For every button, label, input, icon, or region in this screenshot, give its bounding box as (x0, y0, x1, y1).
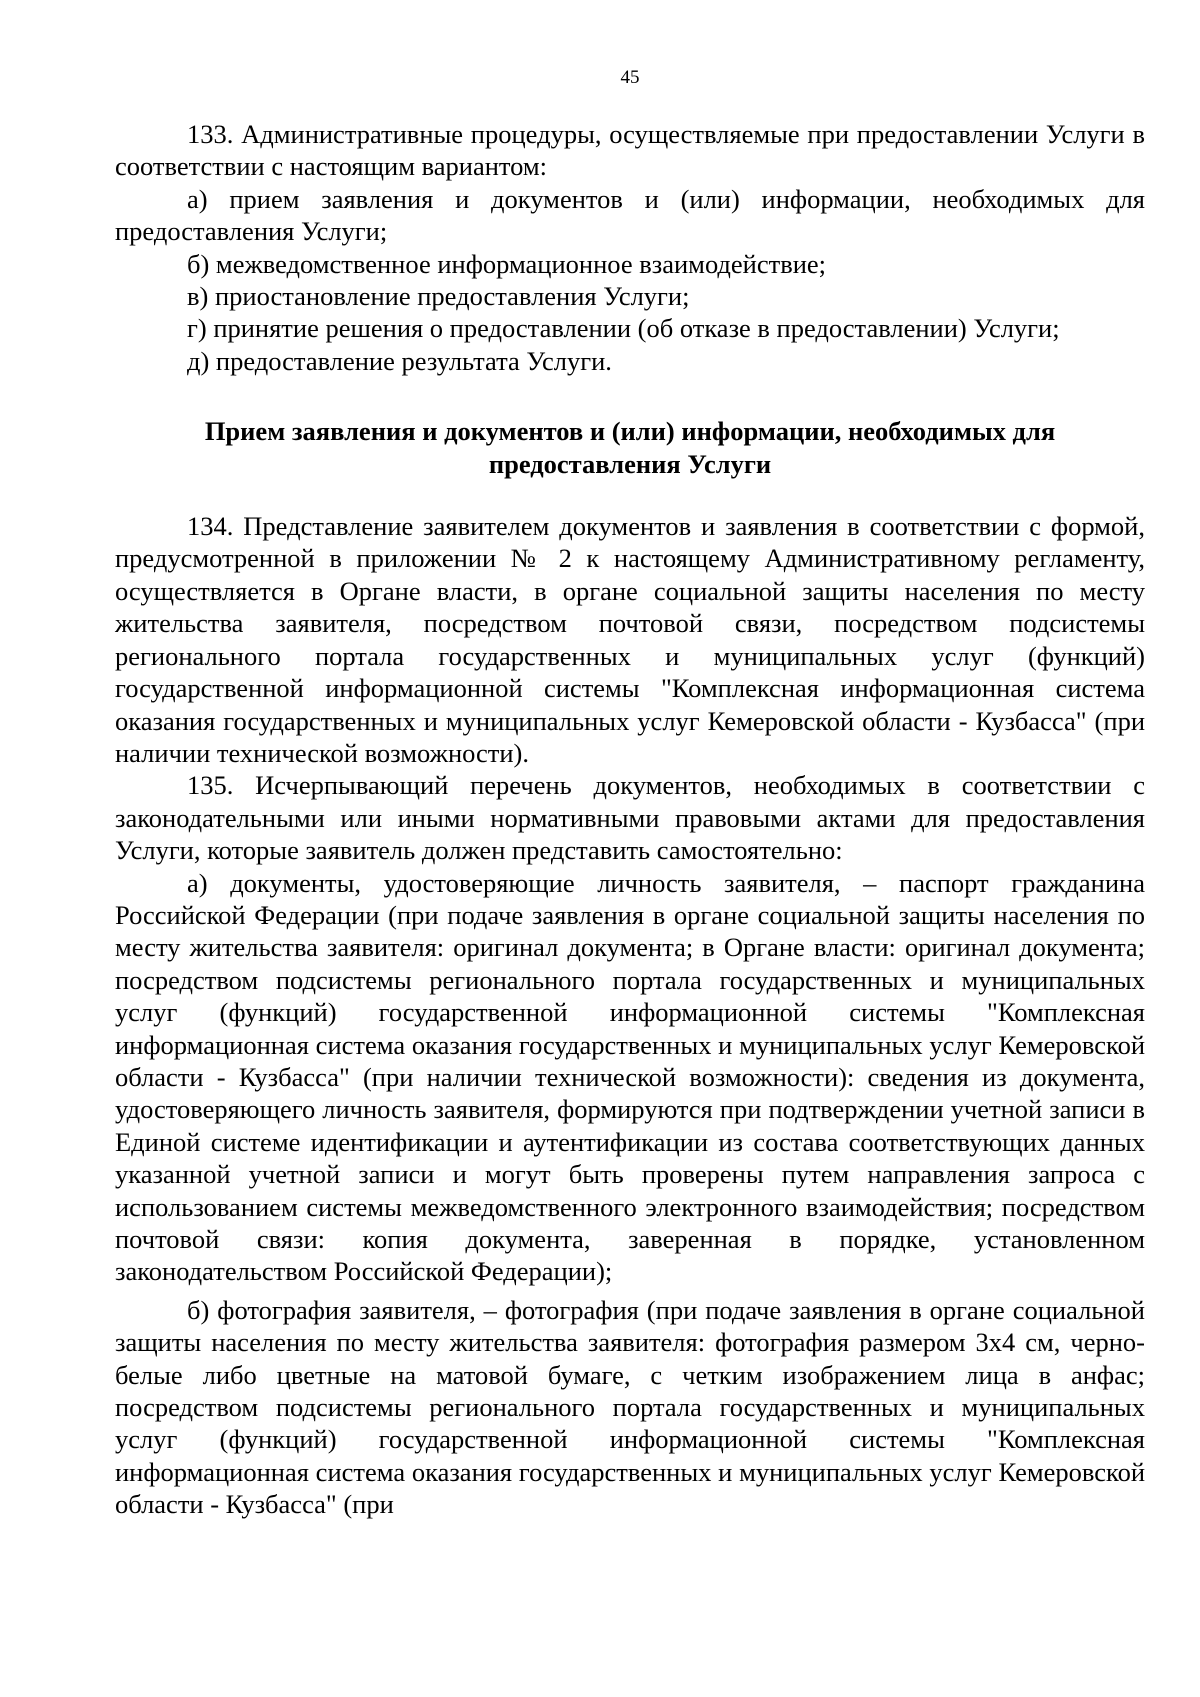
list-item-g: г) принятие решения о предоставлении (об отказе в предоставлении) Услуги; (187, 313, 1060, 344)
paragraph-135: 135. Исчерпывающий перечень документов, необходимых в соответствии с законодательными или иными нормативными правовыми актами для предоставления Услуги, которые заявитель должен представить самостоятельно: (115, 770, 1145, 866)
list-item-b: б) межведомственное информационное взаимодействие; (187, 248, 827, 279)
list-item-d: д) предоставление результата Услуги. (187, 345, 612, 376)
section-heading: Прием заявления и документов и (или) информации, необходимых для предоставления Услуги (204, 416, 1056, 479)
paragraph-135-b: б) фотография заявителя, – фотография (при подаче заявления в органе социальной защиты населения по месту жительства заявителя: фотография размером 3x4 см, черно-белые либо цветные на матовой бумаге, с четким изображением лица в анфас; посредством подсистемы регионального портала государственных и муниципальных услуг (функций) государственной информационной системы "Комплексная информационная система оказания государственных и муниципальных услуг Кемеровской области - Кузбасса" (при (115, 1294, 1145, 1520)
paragraph-135-a: а) документы, удостоверяющие личность заявителя, – паспорт гражданина Российской Федерации (при подаче заявления в органе социальной защиты населения по месту жительства заявителя: оригинал документа; в Органе власти: оригинал документа; посредством подсистемы регионального портала государственных и муниципальных услуг (функций) государственной информационной системы "Комплексная информационная система оказания государственных и муниципальных услуг Кемеровской области - Кузбасса" (при наличии технической возможности): сведения из документа, удостоверяющего личность заявителя, формируются при подтверждении учетной записи в Единой системе идентификации и аутентификации из состава соответствующих данных указанной учетной записи и могут быть проверены путем направления запроса с использованием системы межведомственного электронного взаимодействия; посредством почтовой связи: копия документа, заверенная в порядке, установленном законодательством Российской Федерации); (115, 867, 1145, 1287)
paragraph-134: 134. Представление заявителем документов и заявления в соответствии с формой, предусмотренной в приложении № 2 к настоящему Административному регламенту, осуществляется в Органе власти, в органе социальной защиты населения по месту жительства заявителя, посредством почтовой связи, посредством подсистемы регионального портала государственных и муниципальных услуг (функций) государственной информационной системы "Комплексная информационная система оказания государственных и муниципальных услуг Кемеровской области - Кузбасса" (при наличии технической возможности). (115, 511, 1145, 768)
paragraph-133: 133. Административные процедуры, осуществляемые при предоставлении Услуги в соответствии с настоящим вариантом: (115, 119, 1145, 182)
page-number: 45 (620, 67, 640, 88)
document-body (115, 118, 1145, 1521)
list-item-a: а) прием заявления и документов и (или) информации, необходимых для предоставления Услуги; (115, 183, 1145, 247)
list-item-v: в) приостановление предоставления Услуги; (187, 281, 690, 312)
